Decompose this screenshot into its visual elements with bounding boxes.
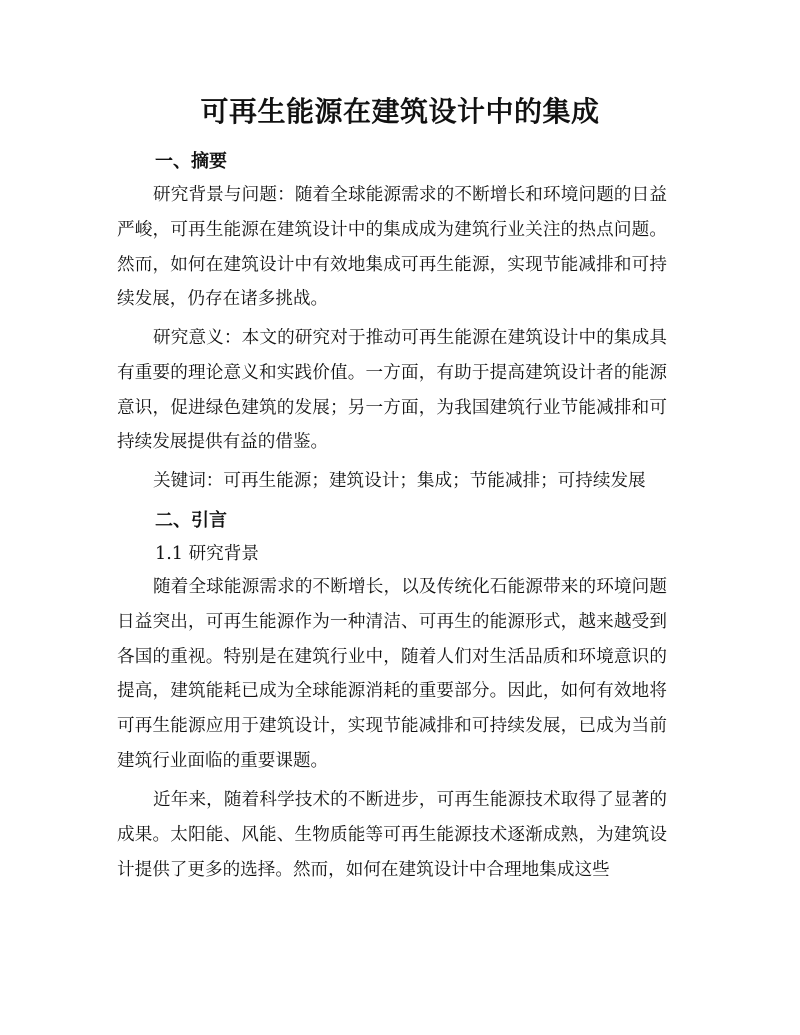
keywords-line: 关键词：可再生能源；建筑设计；集成；节能减排；可持续发展 — [153, 471, 646, 491]
document-title: 可再生能源在建筑设计中的集成 — [200, 95, 600, 128]
section-heading-abstract: 一、摘要 — [155, 151, 227, 172]
abstract-significance-paragraph: 研究意义：本文的研究对于推动可再生能源在建筑设计中的集成具有重要的理论意义和实践价值。一方面，有助于提高建筑设计者的能源意识，促进绿色建筑的发展；另一方面，为我国建筑行业节能减排和可持续发展提供有益的借鉴。 — [117, 328, 667, 453]
introduction-paragraph-2: 近年来，随着科学技术的不断进步，可再生能源技术取得了显著的成果。太阳能、风能、生物质能等可再生能源技术逐渐成熟，为建筑设计提供了更多的选择。然而，如何在建筑设计中合理地集成这些 — [117, 790, 667, 880]
subsection-heading-background: 1.1 研究背景 — [155, 544, 259, 564]
abstract-background-paragraph: 研究背景与问题：随着全球能源需求的不断增长和环境问题的日益严峻，可再生能源在建筑设计中的集成成为建筑行业关注的热点问题。然而，如何在建筑设计中有效地集成可再生能源，实现节能减排和可持续发展，仍存在诸多挑战。 — [117, 185, 667, 310]
section-heading-introduction: 二、引言 — [155, 510, 227, 531]
introduction-paragraph-1: 随着全球能源需求的不断增长，以及传统化石能源带来的环境问题日益突出，可再生能源作为一种清洁、可再生的能源形式，越来越受到各国的重视。特别是在建筑行业中，随着人们对生活品质和环境意识的提高，建筑能耗已成为全球能源消耗的重要部分。因此，如何有效地将可再生能源应用于建筑设计，实现节能减排和可持续发展，已成为当前建筑行业面临的重要课题。 — [117, 577, 667, 771]
